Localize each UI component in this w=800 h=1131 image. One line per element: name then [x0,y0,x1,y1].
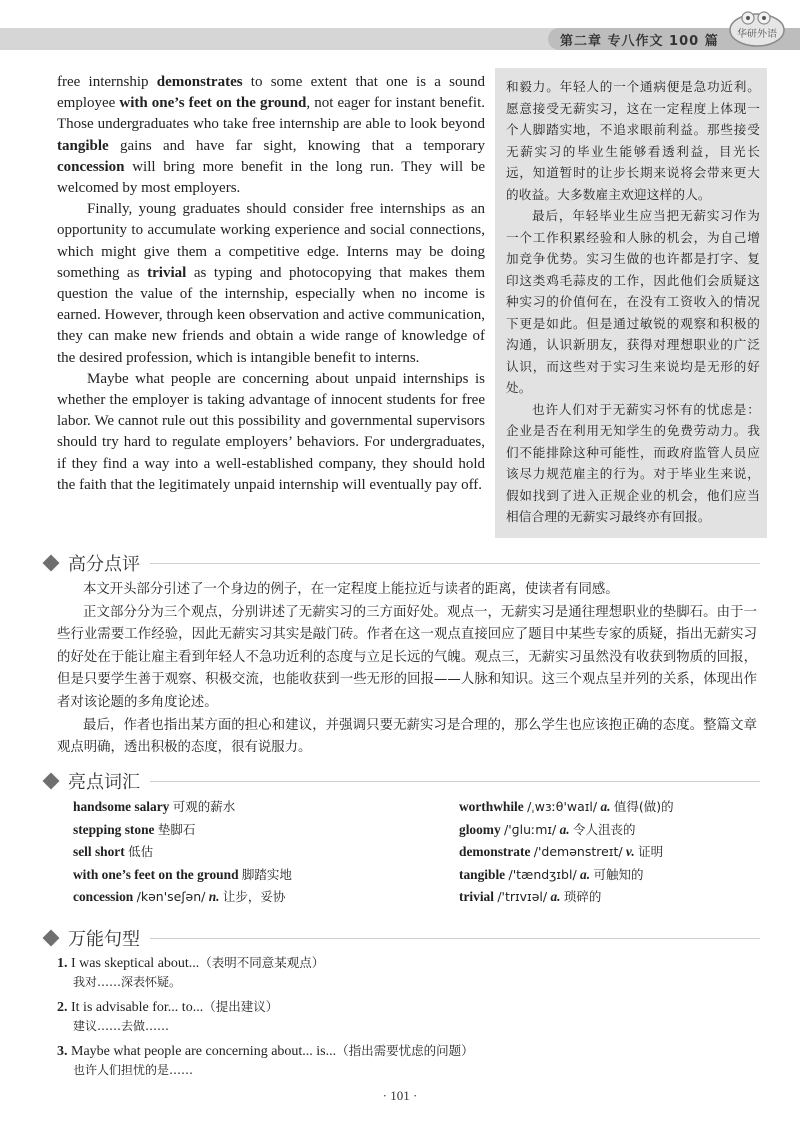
vocab-meaning: 令人沮丧的 [573,821,636,837]
vocab-phonetic: /'demənstreɪt/ [533,844,623,859]
essay-text-run: Maybe what people are concerning about unpaid internships is whether the employer is taking advantage of innocent students for free labor. We cannot rule out this possibility and governmental supervisors should try hard to regulate employers’ behaviors. For undergraduates, if they find a way into a well-established company, they should hold the faith that the legitimately unpaid internship will eventually pay off. [57,370,485,493]
vocab-pos: v. [625,844,635,859]
essay-text-run: free internship [57,74,157,90]
patterns-list [57,953,757,1085]
essay-text [57,72,485,496]
vocab-item [459,887,674,910]
vocab-pos: a. [550,889,561,904]
vocab-meaning: 可触知的 [593,866,644,882]
vocab-word: gloomy [459,821,501,837]
vocab-item [73,820,292,843]
vocab-item [73,865,292,888]
vocab-word: handsome salary [73,799,170,814]
essay-paragraph-1 [57,72,485,199]
vocab-word: stepping stone [73,821,155,837]
vocabulary-title: 亮点词汇 [68,772,140,793]
chapter-title: 第二章 专八作文 100 篇 [560,34,719,49]
vocab-meaning: 垫脚石 [157,821,196,837]
commentary-paragraph: 最后，作者也指出某方面的担心和建议，并强调只要无薪实习是合理的，那么学生也应该抱正确的态度。整篇文章观点明确，透出积极的态度，很有说服力。 [57,717,757,756]
vocab-phonetic: /ˌwɜːθ'waɪl/ [527,799,598,814]
pattern-english: Maybe what people are concerning about... is... [71,1044,337,1059]
pattern-english: I was skeptical about... [71,956,200,971]
highlighted-word: with one’s feet on the ground [119,95,307,112]
vocab-meaning: 琐碎的 [563,889,602,904]
vocab-item [459,797,674,820]
commentary-heading [42,550,140,576]
commentary-paragraph: 正文部分分为三个观点，分别讲述了无薪实习的三方面好处。观点一，无薪实习是通往理想职业的垫脚石。由于一些行业需要工作经验，因此无薪实习其实是敲门砖。作者在这一观点直接回应了题目中某些专家的质疑，指出无薪实习的好处在于能让雇主看到年轻人不急功近利的态度与立足长远的气魄。观点三，无薪实习虽然没有收获到物质的回报，但是只要学生善于观察、积极交流，也能收获到一些无形的回报——人脉和知识。这三个观点呈并列的关系，体现出作者对该论题的多角度论述。 [57,604,757,710]
pattern-item [57,997,757,1038]
highlighted-word: trivial [147,264,187,281]
translation-text [506,76,760,528]
vocab-phonetic: /'trɪvɪəl/ [497,889,548,904]
vocab-word: concession [73,889,134,904]
vocab-meaning: 脚踏实地 [241,866,292,882]
vocab-meaning: 可观的薪水 [172,799,236,814]
vocab-pos: n. [208,889,220,904]
vocab-item [73,842,292,865]
publisher-logo-icon [728,6,786,48]
vocab-pos: a. [559,821,570,837]
vocab-word: with one’s feet on the ground [73,866,239,882]
vocab-item [459,842,674,865]
vocabulary-list-right [459,797,674,910]
highlighted-word: concession [57,158,125,175]
vocab-item [459,865,674,888]
essay-paragraph-2 [57,199,485,369]
diamond-icon [42,554,60,572]
vocab-word: trivial [459,889,494,904]
essay-text-run: gains and have far sight, knowing that a temporary [108,137,485,154]
logo-text: 华研外语 [737,29,777,40]
commentary-title: 高分点评 [68,554,140,575]
patterns-heading [42,925,140,951]
vocabulary-list-left [73,797,292,910]
essay-paragraph-3 [57,369,485,496]
translation-paragraph-2: 最后，年轻毕业生应当把无薪实习作为一个工作积累经验和人脉的机会，为自己增加竞争优势。实习生做的也许都是打字、复印这类鸡毛蒜皮的工作，因此他们会质疑这种实习的价值何在，在没有工资收入的情况下更是如此。但是通过敏锐的观察和积极的沟通，认识新朋友，获得对理想职业的广泛认识，而这些对于实习生来说均是无形的好处。 [506,208,760,395]
commentary-text [57,579,757,760]
pattern-chinese: 建议……去做…… [73,1019,170,1033]
diamond-icon [42,929,60,947]
patterns-title: 万能句型 [68,929,140,950]
pattern-note: （指出需要忧虑的问题） [336,1043,474,1058]
vocab-meaning: 低估 [128,844,154,859]
vocab-meaning: 证明 [638,844,664,859]
pattern-note: （表明不同意某观点） [199,955,325,970]
highlighted-word: tangible [57,137,109,154]
vocab-meaning: 让步，妥协 [222,889,286,904]
diamond-icon [42,772,60,790]
vocab-word: tangible [459,866,506,882]
vocab-phonetic: /'tændʒɪbl/ [508,866,577,882]
essay-text-run: will bring more benefit in the long run. They will be welcomed by most employers. [57,158,485,197]
vocab-word: worthwhile [459,799,524,814]
translation-paragraph-3: 也许人们对于无薪实习怀有的忧虑是：企业是否在利用无知学生的免费劳动力。我们不能排除这种可能性，而政府监管人员应该尽力规范雇主的行为。对于毕业生来说，假如找到了进入正规企业的机会，他们应当相信合理的无薪实习最终亦有回报。 [506,401,760,524]
pattern-chinese: 我对……深表怀疑。 [73,975,182,989]
divider [150,938,760,939]
divider [150,781,760,782]
pattern-english: It is advisable for... to... [71,1000,204,1015]
pattern-number: 1. [57,956,68,971]
essay-text-run: , not eager for instant benefit. Those undergraduates who take free internship are able to look beyond [57,95,485,133]
essay-text-run: to some extent that one is a sound employee [57,74,485,112]
pattern-number: 3. [57,1044,68,1059]
vocab-phonetic: /'ɡluːmɪ/ [504,821,557,837]
commentary-paragraph: 本文开头部分引述了一个身边的例子，在一定程度上能拉近与读者的距离，使读者有同感。 [83,582,619,597]
vocabulary-heading [42,768,140,794]
vocab-item [73,797,292,820]
vocab-word: sell short [73,844,125,859]
vocab-pos: a. [600,799,611,814]
pattern-number: 2. [57,1000,68,1015]
vocab-word: demonstrate [459,844,531,859]
vocab-phonetic: /kən'seʃən/ [136,889,206,904]
pattern-item [57,953,757,994]
pattern-item [57,1041,757,1082]
highlighted-word: demonstrates [156,74,243,90]
vocab-item [459,820,674,843]
vocab-meaning: 值得(做)的 [613,799,674,814]
divider [150,563,760,564]
vocab-item [73,887,292,910]
pattern-chinese: 也许人们担忧的是…… [73,1063,194,1077]
pattern-note: （提出建议） [203,999,279,1014]
essay-text-run: Finally, young graduates should consider free internships as an opportunity to accumulate working experience and social connections, which might give them a competitive edge. Interns may be doing something as [57,201,485,281]
page-number: · 101 · [382,1088,418,1103]
translation-paragraph-1: 和毅力。年轻人的一个通病便是急功近利。愿意接受无薪实习，这在一定程度上体现一个人脚踏实地，不追求眼前利益。那些接受无薪实习的毕业生能够看透利益，目光长远，知道暂时的让步长期来说将会带来更大的收益。大多数雇主欢迎这样的人。 [506,79,760,202]
essay-text-run: as typing and photocopying that makes them question the value of the internship, especially when no income is earned. However, through keen observation and active communication, they can make new friends and obtain a wide range of knowledge of the desired profession, which is intangible benefit to interns. [57,264,485,366]
vocab-pos: a. [580,866,591,882]
